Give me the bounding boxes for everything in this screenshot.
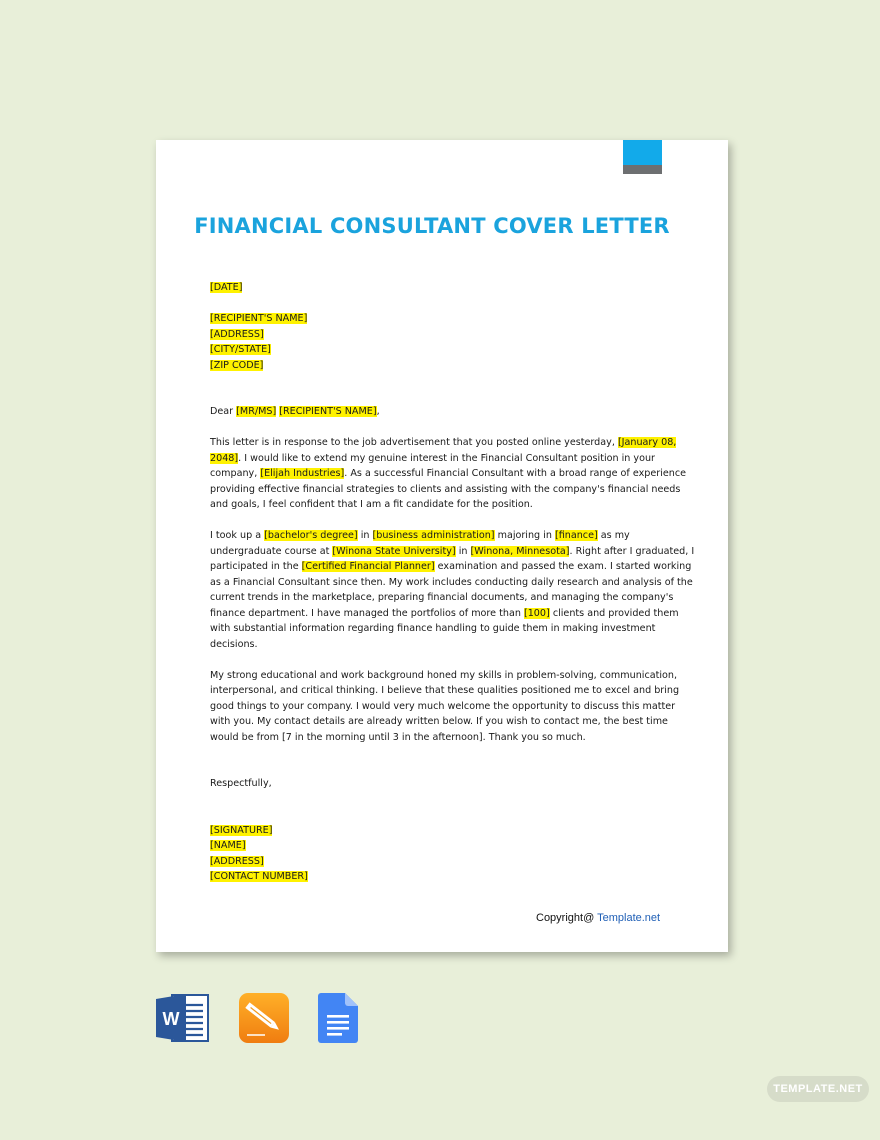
paragraph-1: This letter is in response to the job advertisement that you posted online yesterday, [January 08, 2048]. I would like to extend my genuine interest in the Financial Consultant position in your company, [Elijah Industries]. As a successful Financial Consultant with a broad range of experience providing effective financial strategies to clients and assisting with the company's financial needs and goals, I feel confident that I am a fit candidate for the position.	[210, 437, 687, 510]
copyright-notice: Copyright@ Template.net	[536, 912, 661, 924]
recipient-address: [ADDRESS]	[210, 328, 264, 340]
sender-contact: [CONTACT NUMBER]	[210, 871, 308, 882]
google-docs-icon[interactable]	[318, 993, 358, 1043]
document-title: FINANCIAL CONSULTANT COVER LETTER	[194, 214, 670, 238]
recipient-name: [RECIPIENT'S NAME]	[210, 313, 308, 324]
accent-block-gray	[623, 165, 662, 174]
word-icon[interactable]	[156, 993, 210, 1043]
recipient-city-state: [CITY/STATE]	[210, 344, 271, 355]
letter-body	[210, 280, 695, 885]
paragraph-3: My strong educational and work background honed my skills in problem-solving, communication, interpersonal, and critical thinking. I believe that these qualities positioned me to excel and bring good things to your company. I would very much welcome the opportunity to discuss this matter with you. My contact details are already written below. If you wish to contact me, the best time would be from [7 in the morning until 3 in the afternoon]. Thank you so much.	[210, 669, 680, 743]
recipient-zip: [ZIP CODE]	[210, 359, 264, 371]
sender-name: [NAME]	[210, 840, 246, 851]
date-placeholder: [DATE]	[210, 282, 243, 293]
letter-page	[156, 140, 728, 952]
salutation: Dear [MR/MS] [RECIPIENT'S NAME],	[210, 406, 380, 417]
signature-placeholder: [SIGNATURE]	[210, 824, 273, 836]
svg-text:W: W	[162, 1009, 180, 1029]
sender-address: [ADDRESS]	[210, 855, 264, 867]
paragraph-2: I took up a [bachelor's degree] in [business administration] majoring in [finance] as my undergraduate course at [Winona State University] in [Winona, Minnesota]. Right after I graduated, I participated in the [Certified Financial Planner] examination and passed the exam. I started working as a Financial Consultant since then. My work includes conducting daily research and analysis of the current trends in the marketplace, preparing financial documents, and managing the company's finance department. I have managed the portfolios of more than [100] clients and provided them with substantial information regarding finance handling to guide them in making investment decisions.	[210, 530, 695, 650]
template-net-watermark: TEMPLATE.NET	[767, 1076, 869, 1102]
accent-block-blue	[623, 140, 662, 165]
pages-icon[interactable]	[239, 993, 289, 1043]
closing: Respectfully,	[210, 778, 272, 789]
